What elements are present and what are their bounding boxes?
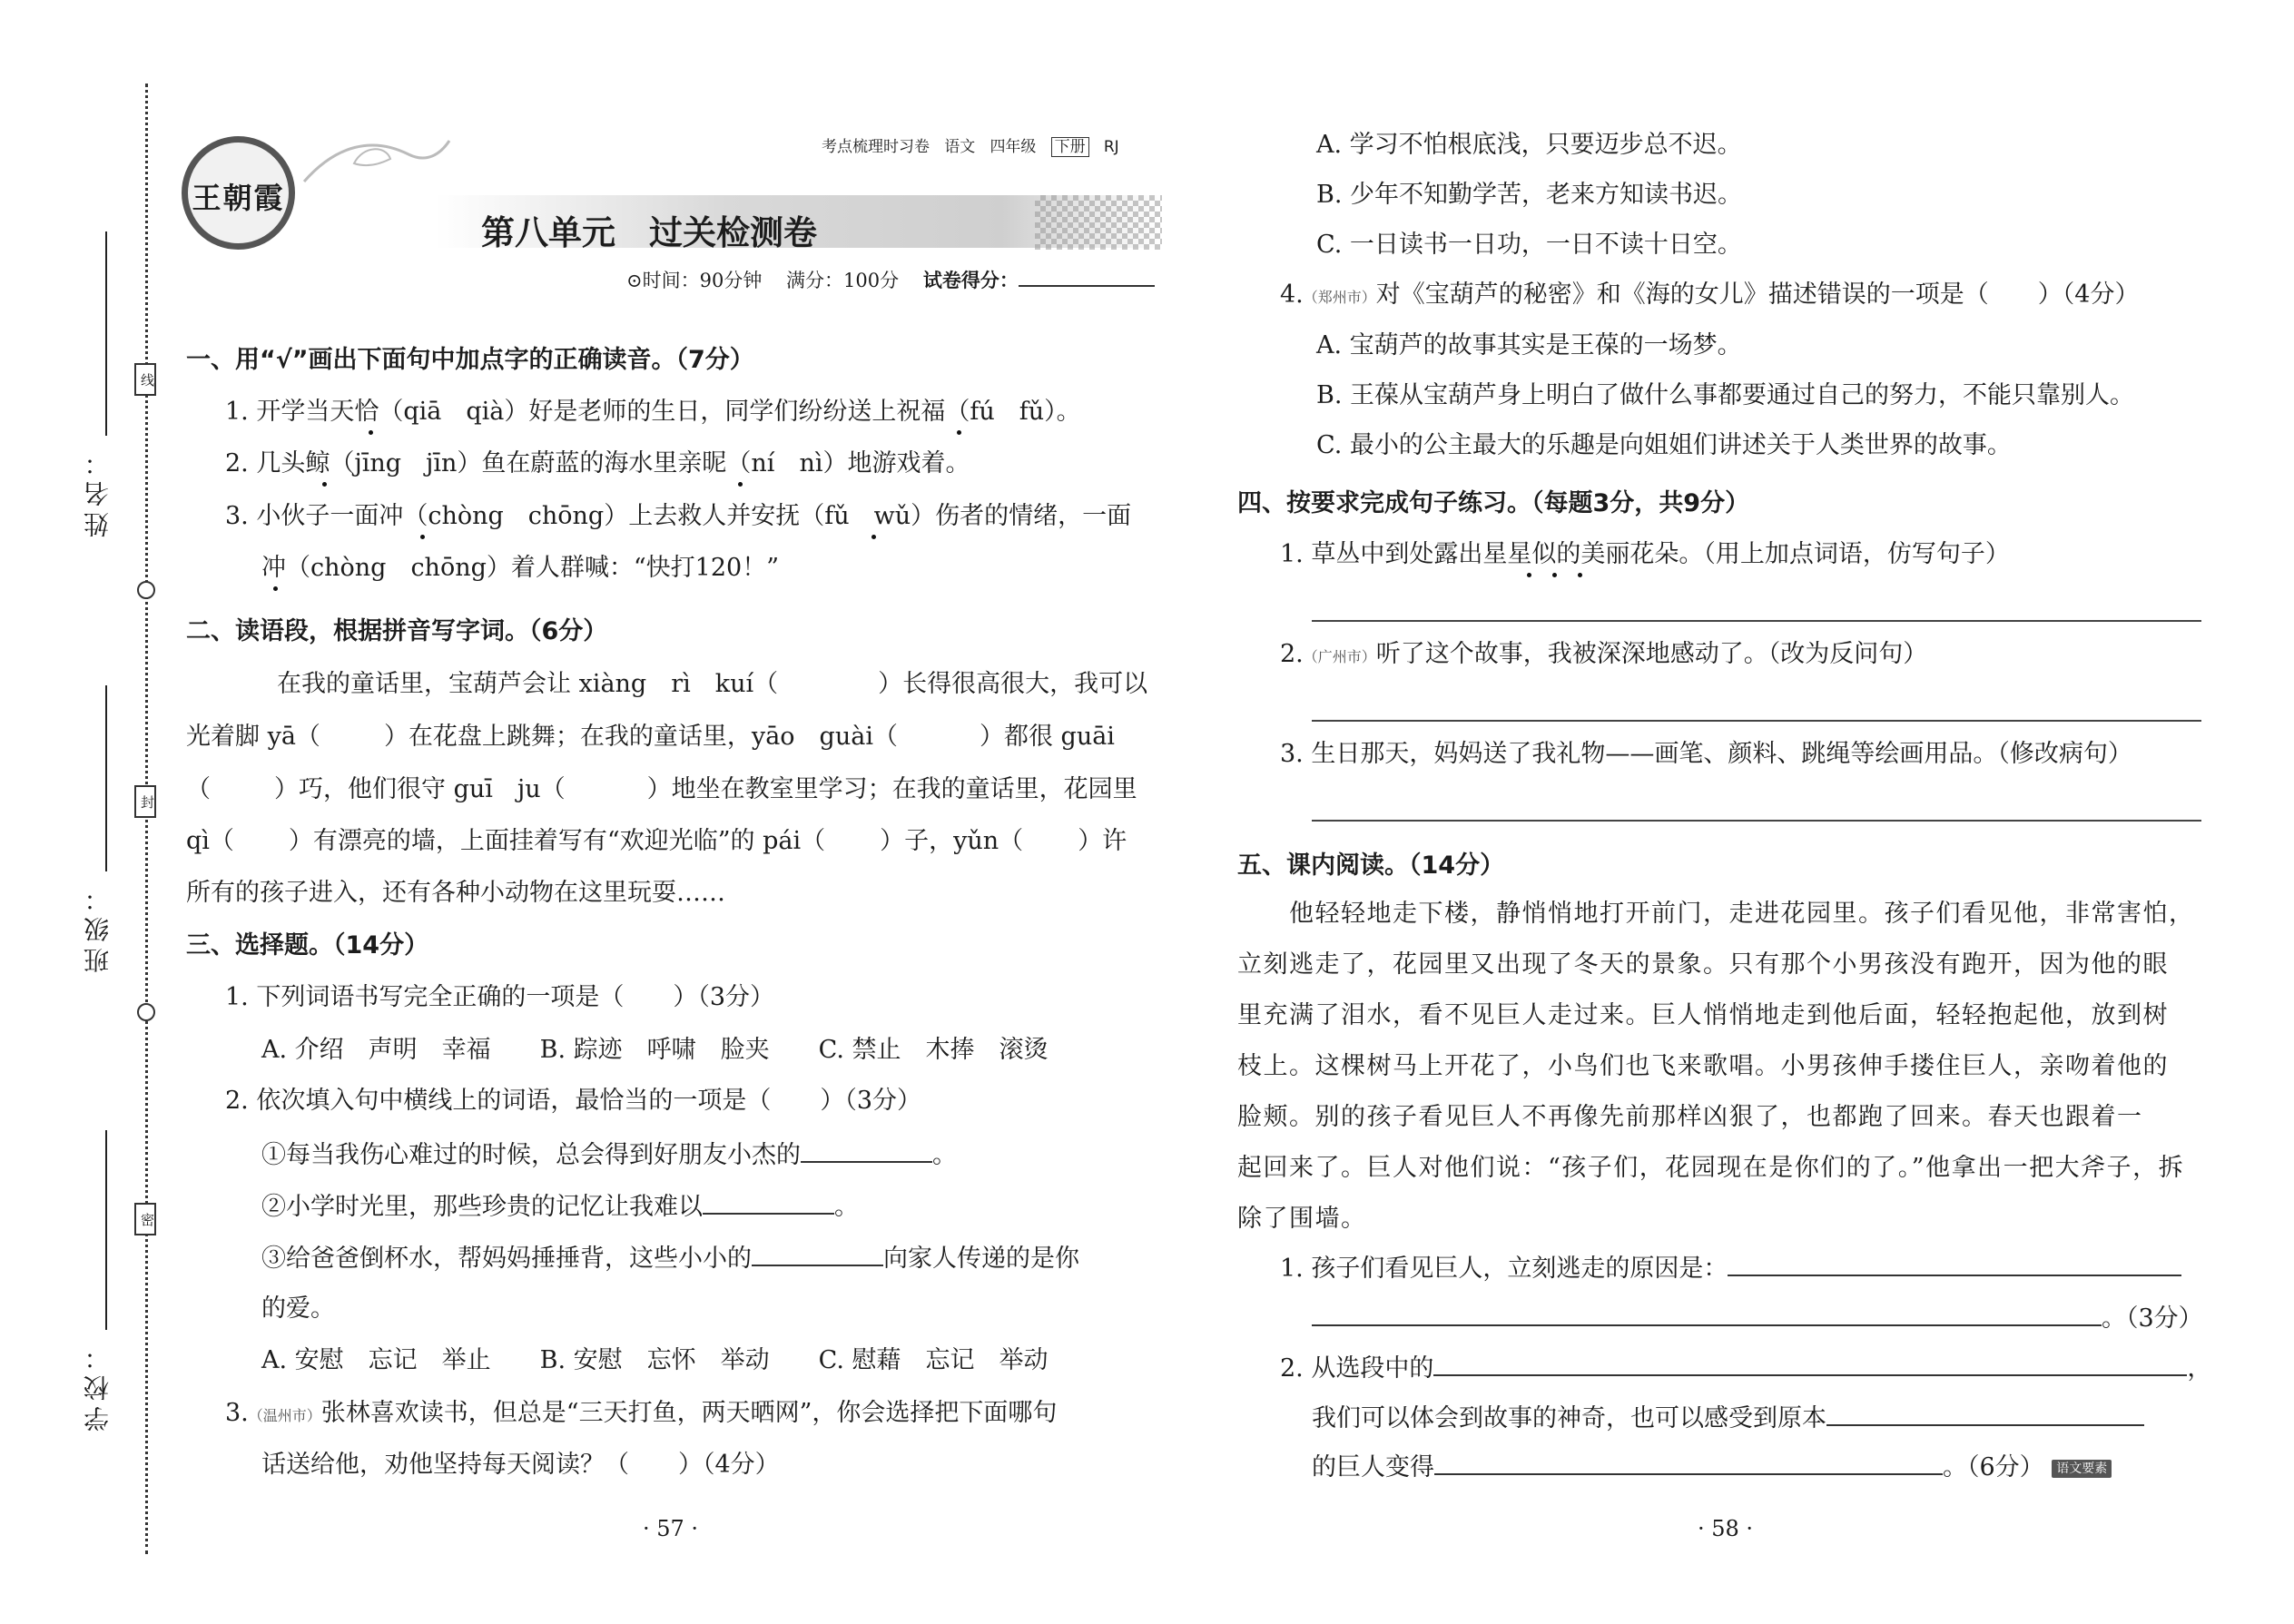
sec4-q3: 3. 生日那天，妈妈送了我礼物——画笔、颜料、跳绳等绘画用品。（修改病句） <box>1280 740 2132 768</box>
time-limit: 时间：90分钟 <box>642 270 763 291</box>
section1-heading: 一、用“√”画出下面句中加点字的正确读音。（7分） <box>186 346 754 374</box>
emphasis-dot <box>738 482 743 487</box>
binding-hole-icon <box>137 581 155 599</box>
sec5-q2a <box>1280 1354 2211 1381</box>
sec1-q3b: 冲（chòng chōng）着人群喊：“快打120！” <box>261 554 780 582</box>
sec2-l2c: ）都很 guāi <box>979 723 1115 751</box>
seal-char-feng: 封 <box>134 785 156 818</box>
seal-char-mi: 密 <box>134 1203 156 1235</box>
sec3-q2-options: A. 安慰 忘记 举止 B. 安慰 忘怀 举动 C. 慰藉 忘记 举动 <box>261 1346 1049 1374</box>
section2-heading: 二、读语段，根据拼音写字词。（6分） <box>186 617 608 645</box>
sec2-line2 <box>186 724 1115 749</box>
sec5-q2b <box>1312 1404 2144 1431</box>
school-field[interactable] <box>105 1130 107 1330</box>
binding-dotted-line <box>145 84 148 1554</box>
sec4-q2-num: 2. <box>1280 640 1304 668</box>
sec5-q2a-end: ， <box>2187 1354 2212 1383</box>
name-label: 姓名： <box>83 445 113 537</box>
emphasis-dot <box>1552 573 1557 577</box>
sec3-q3-optA: A. 学习不怕根底浅，只要迈步总不迟。 <box>1316 131 1742 159</box>
sec5-q2b-text: 我们可以体会到故事的神奇，也可以感受到原本 <box>1312 1404 1826 1432</box>
grade: 四年级 <box>989 138 1037 156</box>
subject: 语文 <box>944 138 976 156</box>
answer-line[interactable] <box>752 1245 883 1266</box>
sec2-l3c: ）地坐在教室里学习；在我的童话里，花园里 <box>646 775 1137 803</box>
name-field[interactable] <box>105 231 107 436</box>
emphasis-dot <box>1578 573 1582 577</box>
full-score: 满分：100分 <box>786 270 900 291</box>
answer-line[interactable] <box>1728 1255 2181 1276</box>
passage-line: 除了围墙。 <box>1237 1205 1367 1233</box>
sec3-q2-s1 <box>261 1141 957 1167</box>
sec5-q1-end: 。（3分） <box>2102 1304 2203 1333</box>
sec2-line4 <box>186 829 1127 853</box>
region-tag: （广州市） <box>1303 648 1376 665</box>
passage-line: 里充满了泪水，看不见巨人走过来。巨人悄悄地走到他后面，轻轻抱起他，放到树 <box>1237 1001 2169 1029</box>
clock-icon: ⊙ <box>626 270 643 291</box>
sec2-l1a: 在我的童话里，宝葫芦会让 xiàng rì kuí（ <box>277 670 779 698</box>
edition: RJ <box>1103 138 1119 156</box>
sec2-line3 <box>186 777 1137 802</box>
answer-line[interactable] <box>1312 620 2201 622</box>
emphasis-dot <box>957 430 961 435</box>
sec2-line1 <box>277 672 1147 696</box>
passage-line: 起回来了。巨人对他们说：“孩子们，花园现在是你们的了。”他拿出一把大斧子，拆 <box>1237 1154 2185 1182</box>
sec5-q1-line2 <box>1312 1304 2203 1331</box>
sec2-l2a: 光着脚 yā（ <box>186 723 320 751</box>
sec1-q1: 1. 开学当天恰（qiā qià）好是老师的生日，同学们纷纷送上祝福（fú fǔ）。 <box>225 398 1081 426</box>
sec3-q2-s3a: ③给爸爸倒杯水，帮妈妈捶捶背，这些小小的 <box>261 1245 752 1273</box>
passage-line: 他轻轻地走下楼，静悄悄地打开前门，走进花园里。孩子们看见他，非常害怕， <box>1289 900 2195 928</box>
sec3-q2-s1-text: ①每当我伤心难过的时候，总会得到好朋友小杰的 <box>261 1141 801 1169</box>
sec5-q2c <box>1312 1453 2112 1480</box>
sec2-line5: 所有的孩子进入，还有各种小动物在这里玩耍…… <box>186 879 725 907</box>
sec5-q2c-text: 的巨人变得 <box>1312 1453 1434 1481</box>
region-tag: （温州市） <box>248 1407 321 1424</box>
series-name: 考点梳理时习卷 <box>822 138 930 156</box>
sec2-l1b: ）长得很高很大，我可以 <box>878 670 1148 698</box>
page-number-right: · 58 · <box>1698 1516 1754 1541</box>
sec3-q2-s3c: 的爱。 <box>261 1294 335 1323</box>
page-title: 第八单元 过关检测卷 <box>481 213 817 252</box>
sec5-q1 <box>1280 1255 2181 1281</box>
sec3-q2-s3 <box>261 1245 1079 1271</box>
sec5-q1-text: 1. 孩子们看见巨人，立刻逃走的原因是： <box>1280 1255 1728 1283</box>
sec3-q2: 2. 依次填入句中横线上的词语，最恰当的一项是（ ）（3分） <box>225 1087 922 1115</box>
page-number-left: · 57 · <box>643 1516 699 1541</box>
sec3-q1: 1. 下列词语书写完全正确的一项是（ ）（3分） <box>225 983 775 1011</box>
brand-logo <box>182 136 295 250</box>
sec2-l4c: ）子，yǔn（ <box>880 827 1024 855</box>
sec3-q3-num: 3. <box>225 1399 249 1427</box>
class-field[interactable] <box>105 685 107 871</box>
answer-line[interactable] <box>1433 1354 2187 1376</box>
sec2-l3b: ）巧，他们很守 guī ju（ <box>274 775 566 803</box>
sec3-q3-optC: C. 一日读书一日功，一日不读十日空。 <box>1316 231 1742 259</box>
sec3-q2-s3b: 向家人传递的是你 <box>883 1245 1079 1273</box>
emphasis-dot <box>420 535 425 539</box>
answer-line[interactable] <box>1826 1404 2144 1426</box>
answer-line[interactable] <box>1434 1453 1943 1475</box>
sec3-q2-s2-text: ②小学时光里，那些珍贵的记忆让我难以 <box>261 1193 703 1221</box>
sec3-q4-text: 对《宝葫芦的秘密》和《海的女儿》描述错误的一项是（ ）（4分） <box>1375 281 2140 309</box>
sec3-q3 <box>225 1401 1057 1425</box>
exam-info <box>626 265 1155 293</box>
sec3-q2-s2 <box>261 1193 859 1219</box>
sec3-q2-s1-end: 。 <box>932 1141 957 1169</box>
emphasis-dot <box>322 482 327 487</box>
answer-line[interactable] <box>1312 820 2201 822</box>
emphasis-dot <box>273 586 278 591</box>
region-tag: （郑州市） <box>1303 289 1376 306</box>
sec3-q4 <box>1280 282 2139 307</box>
answer-line[interactable] <box>703 1193 834 1215</box>
class-label: 班级： <box>83 881 113 973</box>
sec3-q4-optB: B. 王葆从宝葫芦身上明白了做什么事都要通过自己的努力，不能只靠别人。 <box>1316 381 2135 409</box>
sec2-l4b: ）有漂亮的墙，上面挂着写有“欢迎光临”的 pái（ <box>288 827 826 855</box>
seal-char-xian: 线 <box>134 363 156 396</box>
sec5-q2c-end: 。（6分） <box>1943 1453 2044 1481</box>
badge-literacy: 语文要素 <box>2052 1460 2112 1478</box>
passage-line: 枝上。这棵树马上开花了，小鸟们也飞来歌唱。小男孩伸手搂住巨人，亲吻着他的 <box>1237 1052 2169 1080</box>
binding-hole-icon <box>137 1003 155 1021</box>
sec2-l3a: （ <box>186 775 211 803</box>
emphasis-dot <box>871 535 876 539</box>
answer-line[interactable] <box>1312 720 2201 722</box>
sec3-q4-optC: C. 最小的公主最大的乐趣是向姐姐们讲述关于人类世界的故事。 <box>1316 431 2012 459</box>
emphasis-dot <box>369 430 373 435</box>
school-label: 学校： <box>83 1339 113 1432</box>
series-info <box>822 133 1119 156</box>
sec3-q4-num: 4. <box>1280 281 1304 309</box>
sec3-q2-s2-end: 。 <box>834 1193 859 1221</box>
answer-line[interactable] <box>801 1141 932 1163</box>
sec3-q1-options: A. 介绍 声明 幸福 B. 踪迹 呼啸 脸夹 C. 禁止 木捧 滚烫 <box>261 1036 1049 1064</box>
sec3-q3b: 话送给他，劝他坚持每天阅读？（ ）（4分） <box>261 1451 780 1479</box>
sec2-l4d: ）许 <box>1078 827 1127 855</box>
passage-line: 脸颊。别的孩子看见巨人不再像先前那样凶狠了，也都跑了回来。春天也跟着一 <box>1237 1103 2143 1131</box>
sec3-q3a: 张林喜欢读书，但总是“三天打鱼，两天晒网”，你会选择把下面哪句 <box>320 1399 1058 1427</box>
sec4-q2 <box>1280 642 1927 666</box>
emphasis-dot <box>1527 573 1531 577</box>
sec4-q1: 1. 草丛中到处露出星星似的美丽花朵。（用上加点词语，仿写句子） <box>1280 540 2010 568</box>
sec1-q3a: 3. 小伙子一面冲（chòng chōng）上去救人并安抚（fǔ wǔ）伤者的情绪，一面 <box>225 502 1132 530</box>
sec3-q3-optB: B. 少年不知勤学苦，老来方知读书迟。 <box>1316 181 1743 209</box>
logo-text: 王朝霞 <box>192 181 285 215</box>
section5-heading: 五、课内阅读。（14分） <box>1237 851 1505 880</box>
section4-heading: 四、按要求完成句子练习。（每题3分，共9分） <box>1237 489 1750 517</box>
answer-line[interactable] <box>1312 1304 2102 1326</box>
section3-heading: 三、选择题。（14分） <box>186 931 429 960</box>
sec5-q2a-text: 2. 从选段中的 <box>1280 1354 1434 1383</box>
passage-line: 立刻逃走了，花园里又出现了冬天的景象。只有那个小男孩没有跑开，因为他的眼 <box>1237 950 2169 979</box>
sec3-q4-optA: A. 宝葫芦的故事其实是王葆的一场梦。 <box>1316 331 1742 359</box>
sec2-l4a: qì（ <box>186 827 234 855</box>
sec2-l2b: ）在花盘上跳舞；在我的童话里，yāo guài（ <box>383 723 898 751</box>
banner-pattern <box>1035 195 1162 250</box>
sec4-q2-text: 听了这个故事，我被深深地感动了。（改为反问句） <box>1375 640 1928 668</box>
score-field[interactable] <box>1019 265 1155 287</box>
ribbon-decoration-icon <box>300 127 454 191</box>
volume: 下册 <box>1051 137 1089 157</box>
score-label: 试卷得分： <box>922 270 1019 291</box>
sec1-q2: 2. 几头鲸（jīng jīn）鱼在蔚蓝的海水里亲昵（ní nì）地游戏着。 <box>225 449 970 477</box>
